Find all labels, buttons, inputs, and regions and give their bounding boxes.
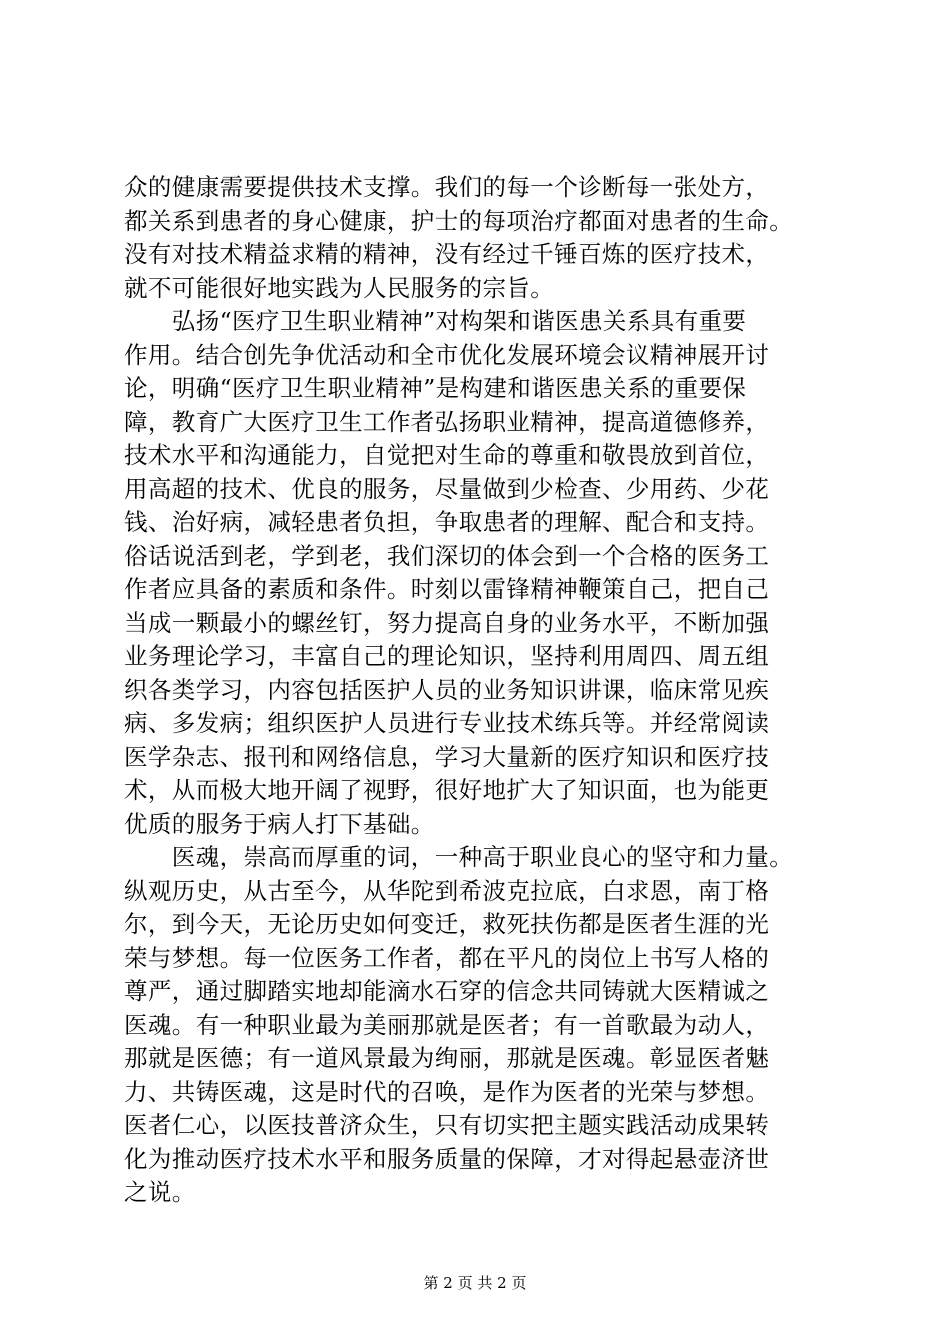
paragraph-start-line: 医魂，崇高而厚重的词，一种高于职业良心的坚守和力量。 [124, 843, 794, 871]
text-line: 众的健康需要提供技术支撑。我们的每一个诊断每一张处方， [124, 173, 770, 201]
text-line: 医学杂志、报刊和网络信息，学习大量新的医疗知识和医疗技 [124, 742, 770, 771]
text-line: 都关系到患者的身心健康，护士的每项治疗都面对患者的生命。 [124, 206, 794, 235]
text-line: 作用。结合创先争优活动和全市优化发展环境会议精神展开讨 [124, 340, 770, 369]
text-line: 尔，到今天，无论历史如何变迁，救死扶伤都是医者生涯的光 [124, 910, 770, 938]
text-line: 尊严，通过脚踏实地却能滴水石穿的信念共同铸就大医精诚之 [124, 977, 770, 1005]
text-line: 医魂。有一种职业最为美丽那就是医者；有一首歌最为动人， [124, 1010, 770, 1039]
text-line: 病、多发病；组织医护人员进行专业技术练兵等。并经常阅读 [124, 709, 770, 737]
text-line: 织各类学习，内容包括医护人员的业务知识讲课，临床常见疾 [124, 675, 770, 704]
text-line: 力、共铸医魂，这是时代的召唤，是作为医者的光荣与梦想。 [124, 1077, 770, 1106]
text-line: 术，从而极大地开阔了视野，很好地扩大了知识面，也为能更 [124, 776, 770, 804]
text-line: 之说。 [124, 1178, 196, 1206]
text-line: 俗话说活到老，学到老，我们深切的体会到一个合格的医务工 [124, 541, 770, 570]
page-number-footer: 第 2 页 共 2 页 [423, 1274, 527, 1292]
text-line: 没有对技术精益求精的精神，没有经过千锤百炼的医疗技术， [124, 240, 770, 268]
text-line: 用高超的技术、优良的服务，尽量做到少检查、少用药、少花 [124, 474, 770, 503]
text-line: 障，教育广大医疗卫生工作者弘扬职业精神，提高道德修养， [124, 407, 770, 436]
text-line: 化为推动医疗技术水平和服务质量的保障，才对得起悬壶济世 [124, 1144, 770, 1173]
text-line: 医者仁心，以医技普济众生，只有切实把主题实践活动成果转 [124, 1111, 770, 1139]
text-line: 优质的服务于病人打下基础。 [124, 809, 435, 838]
text-line: 那就是医德；有一道风景最为绚丽，那就是医魂。彰显医者魅 [124, 1044, 770, 1072]
document-body [124, 171, 864, 1210]
text-line: 作者应具备的素质和条件。时刻以雷锋精神鞭策自己，把自己 [124, 575, 770, 603]
text-line: 当成一颗最小的螺丝钉，努力提高自身的业务水平，不断加强 [124, 608, 770, 637]
text-line: 纵观历史，从古至今，从华陀到希波克拉底，白求恩，南丁格 [124, 876, 770, 905]
text-line: 荣与梦想。每一位医务工作者，都在平凡的岗位上书写人格的 [124, 943, 770, 972]
text-line: 就不可能很好地实践为人民服务的宗旨。 [124, 273, 555, 302]
text-line: 技术水平和沟通能力，自觉把对生命的尊重和敬畏放到首位， [124, 441, 770, 469]
text-line: 论，明确“医疗卫生职业精神”是构建和谐医患关系的重要保 [124, 374, 747, 402]
paragraph-start-line: 弘扬“医疗卫生职业精神”对构架和谐医患关系具有重要 [124, 307, 747, 335]
text-line: 钱、治好病，减轻患者负担，争取患者的理解、配合和支持。 [124, 508, 770, 536]
text-line: 业务理论学习，丰富自己的理论知识，坚持利用周四、周五组 [124, 642, 770, 670]
